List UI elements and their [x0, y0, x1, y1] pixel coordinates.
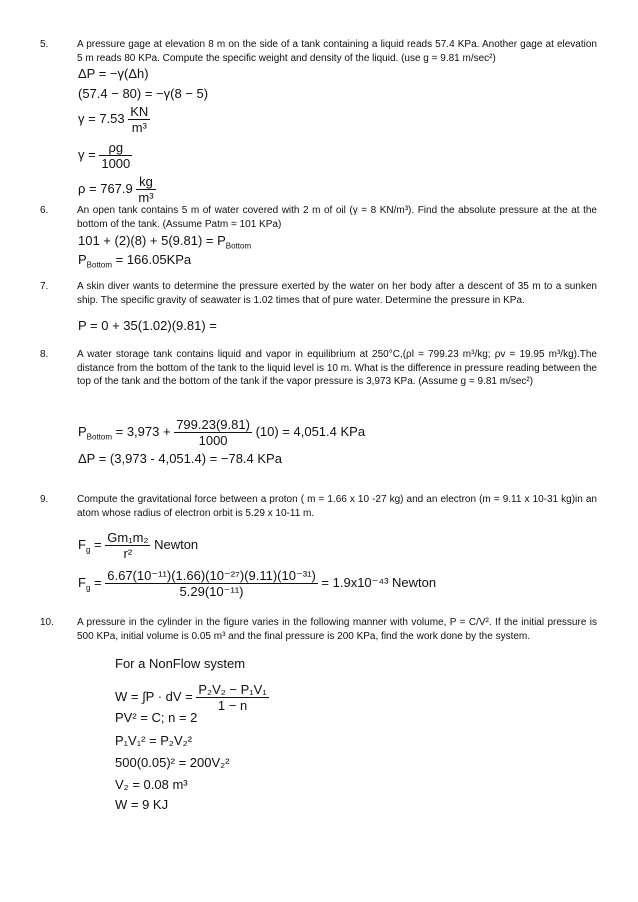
- problem-number: 9.: [40, 494, 49, 505]
- equation: $F_g$ = $\frac{\text{Gm₁m₂}}{\text{r²}}$ Newton: [78, 530, 199, 561]
- problem-text: A skin diver wants to determine the pressure exerted by the water on her body after a descent of 35 m to a sunken ship. The specific gravity of seawater is 1.02 times that of pure water. Determine the pressure in KPa.: [77, 281, 597, 306]
- equation: ρ = 767.9 $\frac{kg}{\text{m³}}$: [78, 174, 154, 205]
- equation: W = ∫P · dV = $\frac{\text{P₂V₂ − P₁V₁}}{1 - n}$: [115, 682, 267, 713]
- equation: PV² = C; n = 2: [115, 710, 198, 725]
- equation: $101 + (2)(8) + 5(9.81) = P_{Bottom}$: [78, 233, 252, 251]
- problem-number: 6.: [40, 205, 49, 216]
- equation: W = 9 KJ: [115, 797, 169, 812]
- problem-number: 8.: [40, 349, 49, 360]
- equation: 500(0.05)² = 200V₂²: [115, 755, 230, 770]
- equation: For a NonFlow system: [115, 656, 246, 671]
- problem-text: An open tank contains 5 m of water covered with 2 m of oil (γ = 8 KN/m³). Find the absolute pressure at the at the bottom of the tank. (Assume Patm = 101 KPa): [77, 205, 597, 230]
- equation: $F_g$ = $\frac{\text{6.67(10⁻¹¹)(1.66)(10⁻²⁷)(9.11)(10⁻³¹)}}{\text{5.29(10⁻¹¹)}}$ = 1.9x10⁻⁴³ Newton: [78, 568, 437, 599]
- equation: γ = 7.53 $\frac{KN}{\text{m³}}$: [78, 104, 149, 135]
- equation: V₂ = 0.08 m³: [115, 777, 188, 792]
- problem-text: A pressure in the cylinder in the figure varies in the following manner with volume, P = C/V². If the initial pressure is 500 KPa, initial volume is 0.05 m³ and the final pressure is 200 KPa, find the work done by the system.: [77, 617, 597, 642]
- equation: $P_{Bottom} = 166.05KPa$: [78, 252, 192, 270]
- problem-text: Compute the gravitational force between a proton ( m = 1.66 x 10 -27 kg) and an electron (m = 9.11 x 10-31 kg)in an atom whose radius of electron orbit is 5.29 x 10-11 m.: [77, 494, 597, 519]
- equation: ΔP = −γ(Δh): [78, 66, 149, 81]
- problem-number: 5.: [40, 39, 49, 50]
- equation: P₁V₁² = P₂V₂²: [115, 733, 193, 748]
- equation: (57.4 − 80) = −γ(8 − 5): [78, 86, 209, 101]
- equation: P = 0 + 35(1.02)(9.81) =: [78, 318, 217, 333]
- equation: $P_{Bottom} = 3,973$ + $\frac{799.23(9.81)}{1000}$ (10) = 4,051.4 KPa: [78, 417, 366, 448]
- equation: γ = $\frac{\rho g}{1000}$: [78, 140, 131, 171]
- problem-number: 10.: [40, 617, 54, 628]
- problem-number: 7.: [40, 281, 49, 292]
- problem-text: A pressure gage at elevation 8 m on the side of a tank containing a liquid reads 57.4 KPa. Another gage at elevation 5 m reads 80 KPa. Compute the specific weight and density of the liquid. (use g = 9.81 m/sec²): [77, 39, 597, 64]
- equation: ΔP = (3,973 - 4,051.4) = −78.4 KPa: [78, 451, 282, 466]
- problem-text: A water storage tank contains liquid and vapor in equilibrium at 250°C,(ρl = 799.23 m³/kg; ρv = 19.95 m³/kg).The distance from the bottom of the tank to the liquid level is 10 m. What is the difference in pressure reading between the top of the tank and the bottom of the tank if the vapor pressure is 3,973 KPa. (Assume g = 9.81 m/sec²): [77, 349, 597, 387]
